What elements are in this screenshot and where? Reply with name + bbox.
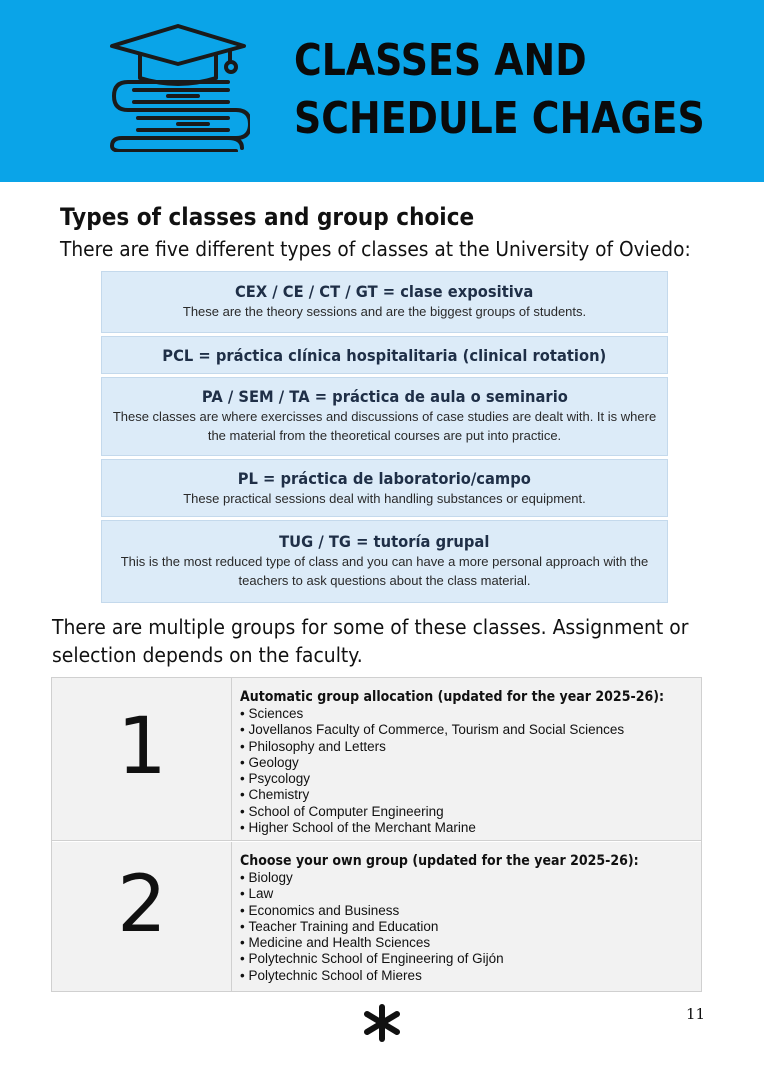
- section-heading: Types of classes and group choice: [60, 203, 475, 231]
- group-faculty-list: [240, 706, 711, 836]
- list-item: • Philosophy and Letters: [240, 739, 711, 755]
- list-item: • Jovellanos Faculty of Commerce, Tourism and Social Sciences: [240, 722, 711, 738]
- group-info: [240, 852, 683, 984]
- list-item: • Higher School of the Merchant Marine: [240, 820, 711, 836]
- group-number-cell: [52, 842, 232, 991]
- class-type-box: [101, 336, 668, 374]
- list-item: • Economics and Business: [240, 903, 683, 919]
- list-item: • Medicine and Health Sciences: [240, 935, 683, 951]
- section-intro: There are five different types of classes at the University of Oviedo:: [60, 237, 691, 261]
- class-type-box: [101, 377, 668, 456]
- list-item: • Teacher Training and Education: [240, 919, 683, 935]
- class-type-title: PCL = práctica clínica hospitalitaria (clinical rotation): [162, 346, 607, 365]
- class-type-desc: This is the most reduced type of class and you can have a more personal approach with the teachers to ask questions about the class material.: [120, 554, 649, 588]
- class-type-desc: These are the theory sessions and are the biggest groups of students.: [182, 304, 587, 319]
- groups-intro: There are multiple groups for some of these classes. Assignment or selection depends on the faculty.: [52, 615, 689, 667]
- table-row: [52, 842, 701, 991]
- list-item: • Psycology: [240, 771, 711, 787]
- class-type-box: [101, 271, 668, 333]
- class-type-title: TUG / TG = tutoría grupal: [279, 532, 490, 551]
- class-type-desc: These classes are where exercisses and discussions of case studies are dealt with. It is where the material from the theoretical courses are put into practice.: [112, 409, 657, 443]
- list-item: • Chemistry: [240, 787, 711, 803]
- list-item: • Sciences: [240, 706, 711, 722]
- page-number: 11: [686, 1005, 706, 1023]
- page-title: CLASSES AND SCHEDULE CHAGES: [294, 35, 705, 144]
- group-title: Choose your own group (updated for the year 2025-26):: [240, 853, 639, 869]
- groups-table: [51, 677, 702, 992]
- class-type-title: PL = práctica de laboratorio/campo: [237, 469, 532, 488]
- list-item: • Geology: [240, 755, 711, 771]
- class-type-title: PA / SEM / TA = práctica de aula o seminario: [201, 387, 568, 406]
- list-item: • School of Computer Engineering: [240, 804, 711, 820]
- class-type-title: CEX / CE / CT / GT = clase expositiva: [235, 282, 534, 301]
- class-type-box: [101, 520, 668, 603]
- list-item: • Polytechnic School of Engineering of Gijón: [240, 951, 683, 967]
- group-number: 2: [117, 860, 167, 950]
- table-row: [52, 678, 701, 841]
- group-number: 1: [117, 702, 167, 792]
- list-item: • Law: [240, 886, 683, 902]
- class-type-desc: These practical sessions deal with handling substances or equipment.: [183, 491, 586, 506]
- group-title: Automatic group allocation (updated for the year 2025-26):: [240, 689, 665, 705]
- header-banner: [0, 0, 764, 182]
- group-info: [240, 688, 711, 836]
- asterisk-logo-icon: [362, 1003, 402, 1043]
- class-type-box: [101, 459, 668, 517]
- list-item: • Polytechnic School of Mieres: [240, 968, 683, 984]
- list-item: • Biology: [240, 870, 683, 886]
- graduation-cap-books-icon: [108, 22, 250, 152]
- group-faculty-list: [240, 870, 683, 984]
- group-number-cell: [52, 678, 232, 840]
